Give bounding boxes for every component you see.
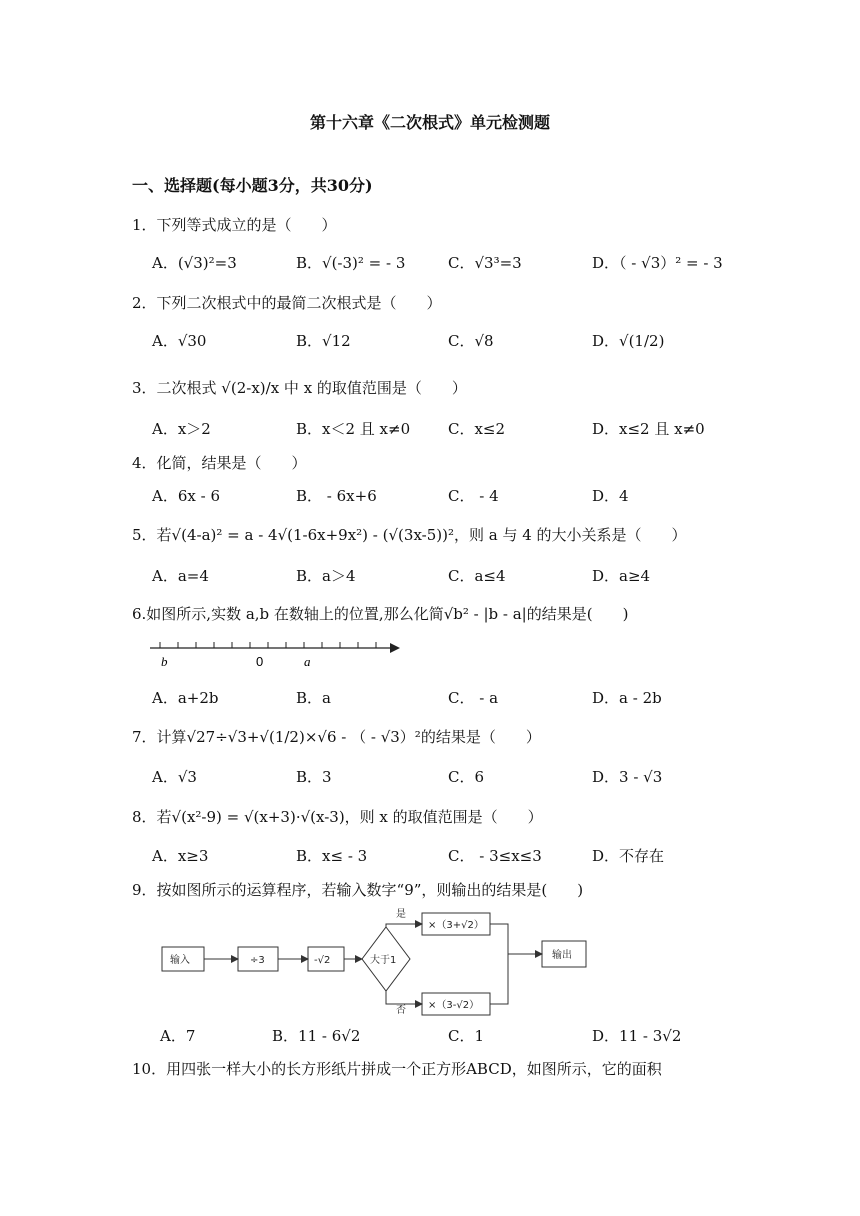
question-10-stem: 10．用四张一样大小的长方形纸片拼成一个正方形ABCD，如图所示，它的面积 xyxy=(132,1060,662,1078)
question-8-stem: 8．若√(x²-9) = √(x+3)·√(x-3)，则 x 的取值范围是（ ） xyxy=(132,808,543,826)
flow-no-label: 否 xyxy=(396,1005,406,1016)
q6-option-d: D．a - 2b xyxy=(592,689,662,707)
q1-option-b: B．√(-3)² = - 3 xyxy=(296,254,406,272)
q5-option-d: D．a≥4 xyxy=(592,567,651,585)
section-heading: 一、选择题(每小题3分，共30分) xyxy=(132,176,373,195)
flow-output-label: 输出 xyxy=(552,950,572,961)
q4-option-a: A．6x - 6 xyxy=(152,487,220,505)
q8-option-b: B．x≤ - 3 xyxy=(296,847,368,865)
q3-option-c: C．x≤2 xyxy=(448,420,506,438)
q7-option-c: C．6 xyxy=(448,768,485,786)
question-7-stem: 7．计算√27÷√3+√(1/2)×√6 - （ - √3）²的结果是（ ） xyxy=(132,728,541,746)
q3-option-d: D．x≤2 且 x≠0 xyxy=(592,420,705,438)
q1-option-c: C．√3³=3 xyxy=(448,254,522,272)
q8-option-c: C． - 3≤x≤3 xyxy=(448,847,542,865)
flowchart-diagram xyxy=(158,905,588,1017)
number-line-zero: 0 xyxy=(256,654,264,669)
number-line-diagram xyxy=(146,636,406,670)
q4-option-b: B． - 6x+6 xyxy=(296,487,377,505)
q1-option-d: D．（ - √3）² = - 3 xyxy=(592,254,723,272)
question-1-stem: 1．下列等式成立的是（ ） xyxy=(132,216,337,234)
q2-option-b: B．√12 xyxy=(296,332,351,350)
q2-option-c: C．√8 xyxy=(448,332,494,350)
number-line-a: a xyxy=(304,654,311,669)
q7-option-d: D．3 - √3 xyxy=(592,768,663,786)
q6-option-b: B．a xyxy=(296,689,331,707)
q5-option-c: C．a≤4 xyxy=(448,567,506,585)
q1-option-a: A．(√3)²=3 xyxy=(152,254,237,272)
flow-decision-label: 大于1 xyxy=(370,955,397,966)
flow-input-label: 输入 xyxy=(170,955,190,966)
flow-yes-label: 是 xyxy=(396,909,406,920)
flow-divide-label: ÷3 xyxy=(250,955,265,966)
question-6-stem: 6.如图所示,实数 a,b 在数轴上的位置,那么化简√b² - |b - a|的结果是( ) xyxy=(132,605,629,623)
q5-option-b: B．a＞4 xyxy=(296,567,356,585)
question-4-stem: 4．化简，结果是（ ） xyxy=(132,454,307,472)
page-title: 第十六章《二次根式》单元检测题 xyxy=(309,113,550,132)
question-9-stem: 9．按如图所示的运算程序，若输入数字“9”，则输出的结果是( ) xyxy=(132,881,584,899)
q6-option-a: A．a+2b xyxy=(152,689,219,707)
q3-option-b: B．x＜2 且 x≠0 xyxy=(296,420,411,438)
number-line-b: b xyxy=(161,654,168,669)
q8-option-a: A．x≥3 xyxy=(152,847,209,865)
q7-option-b: B．3 xyxy=(296,768,332,786)
q9-option-a: A．7 xyxy=(160,1027,196,1045)
q9-option-b: B．11 - 6√2 xyxy=(272,1027,361,1045)
question-3-stem: 3．二次根式 √(2-x)/x 中 x 的取值范围是（ ） xyxy=(132,379,467,397)
q9-option-c: C．1 xyxy=(448,1027,485,1045)
q9-option-d: D．11 - 3√2 xyxy=(592,1027,682,1045)
flow-mul-no-label: ×（3-√2） xyxy=(428,1000,480,1011)
flow-minus-label: -√2 xyxy=(314,955,331,966)
q7-option-a: A．√3 xyxy=(152,768,197,786)
q2-option-a: A．√30 xyxy=(152,332,207,350)
q2-option-d: D．√(1/2) xyxy=(592,332,665,350)
q3-option-a: A．x＞2 xyxy=(152,420,211,438)
question-2-stem: 2．下列二次根式中的最简二次根式是（ ） xyxy=(132,294,442,312)
q5-option-a: A．a=4 xyxy=(152,567,209,585)
q4-option-d: D．4 xyxy=(592,487,629,505)
flow-mul-yes-label: ×（3+√2） xyxy=(428,920,484,931)
q6-option-c: C． - a xyxy=(448,689,499,707)
q4-option-c: C． - 4 xyxy=(448,487,499,505)
question-5-stem: 5．若√(4-a)² = a - 4√(1-6x+9x²) - (√(3x-5))²，则 a 与 4 的大小关系是（ ） xyxy=(132,526,687,544)
q8-option-d: D．不存在 xyxy=(592,847,665,865)
